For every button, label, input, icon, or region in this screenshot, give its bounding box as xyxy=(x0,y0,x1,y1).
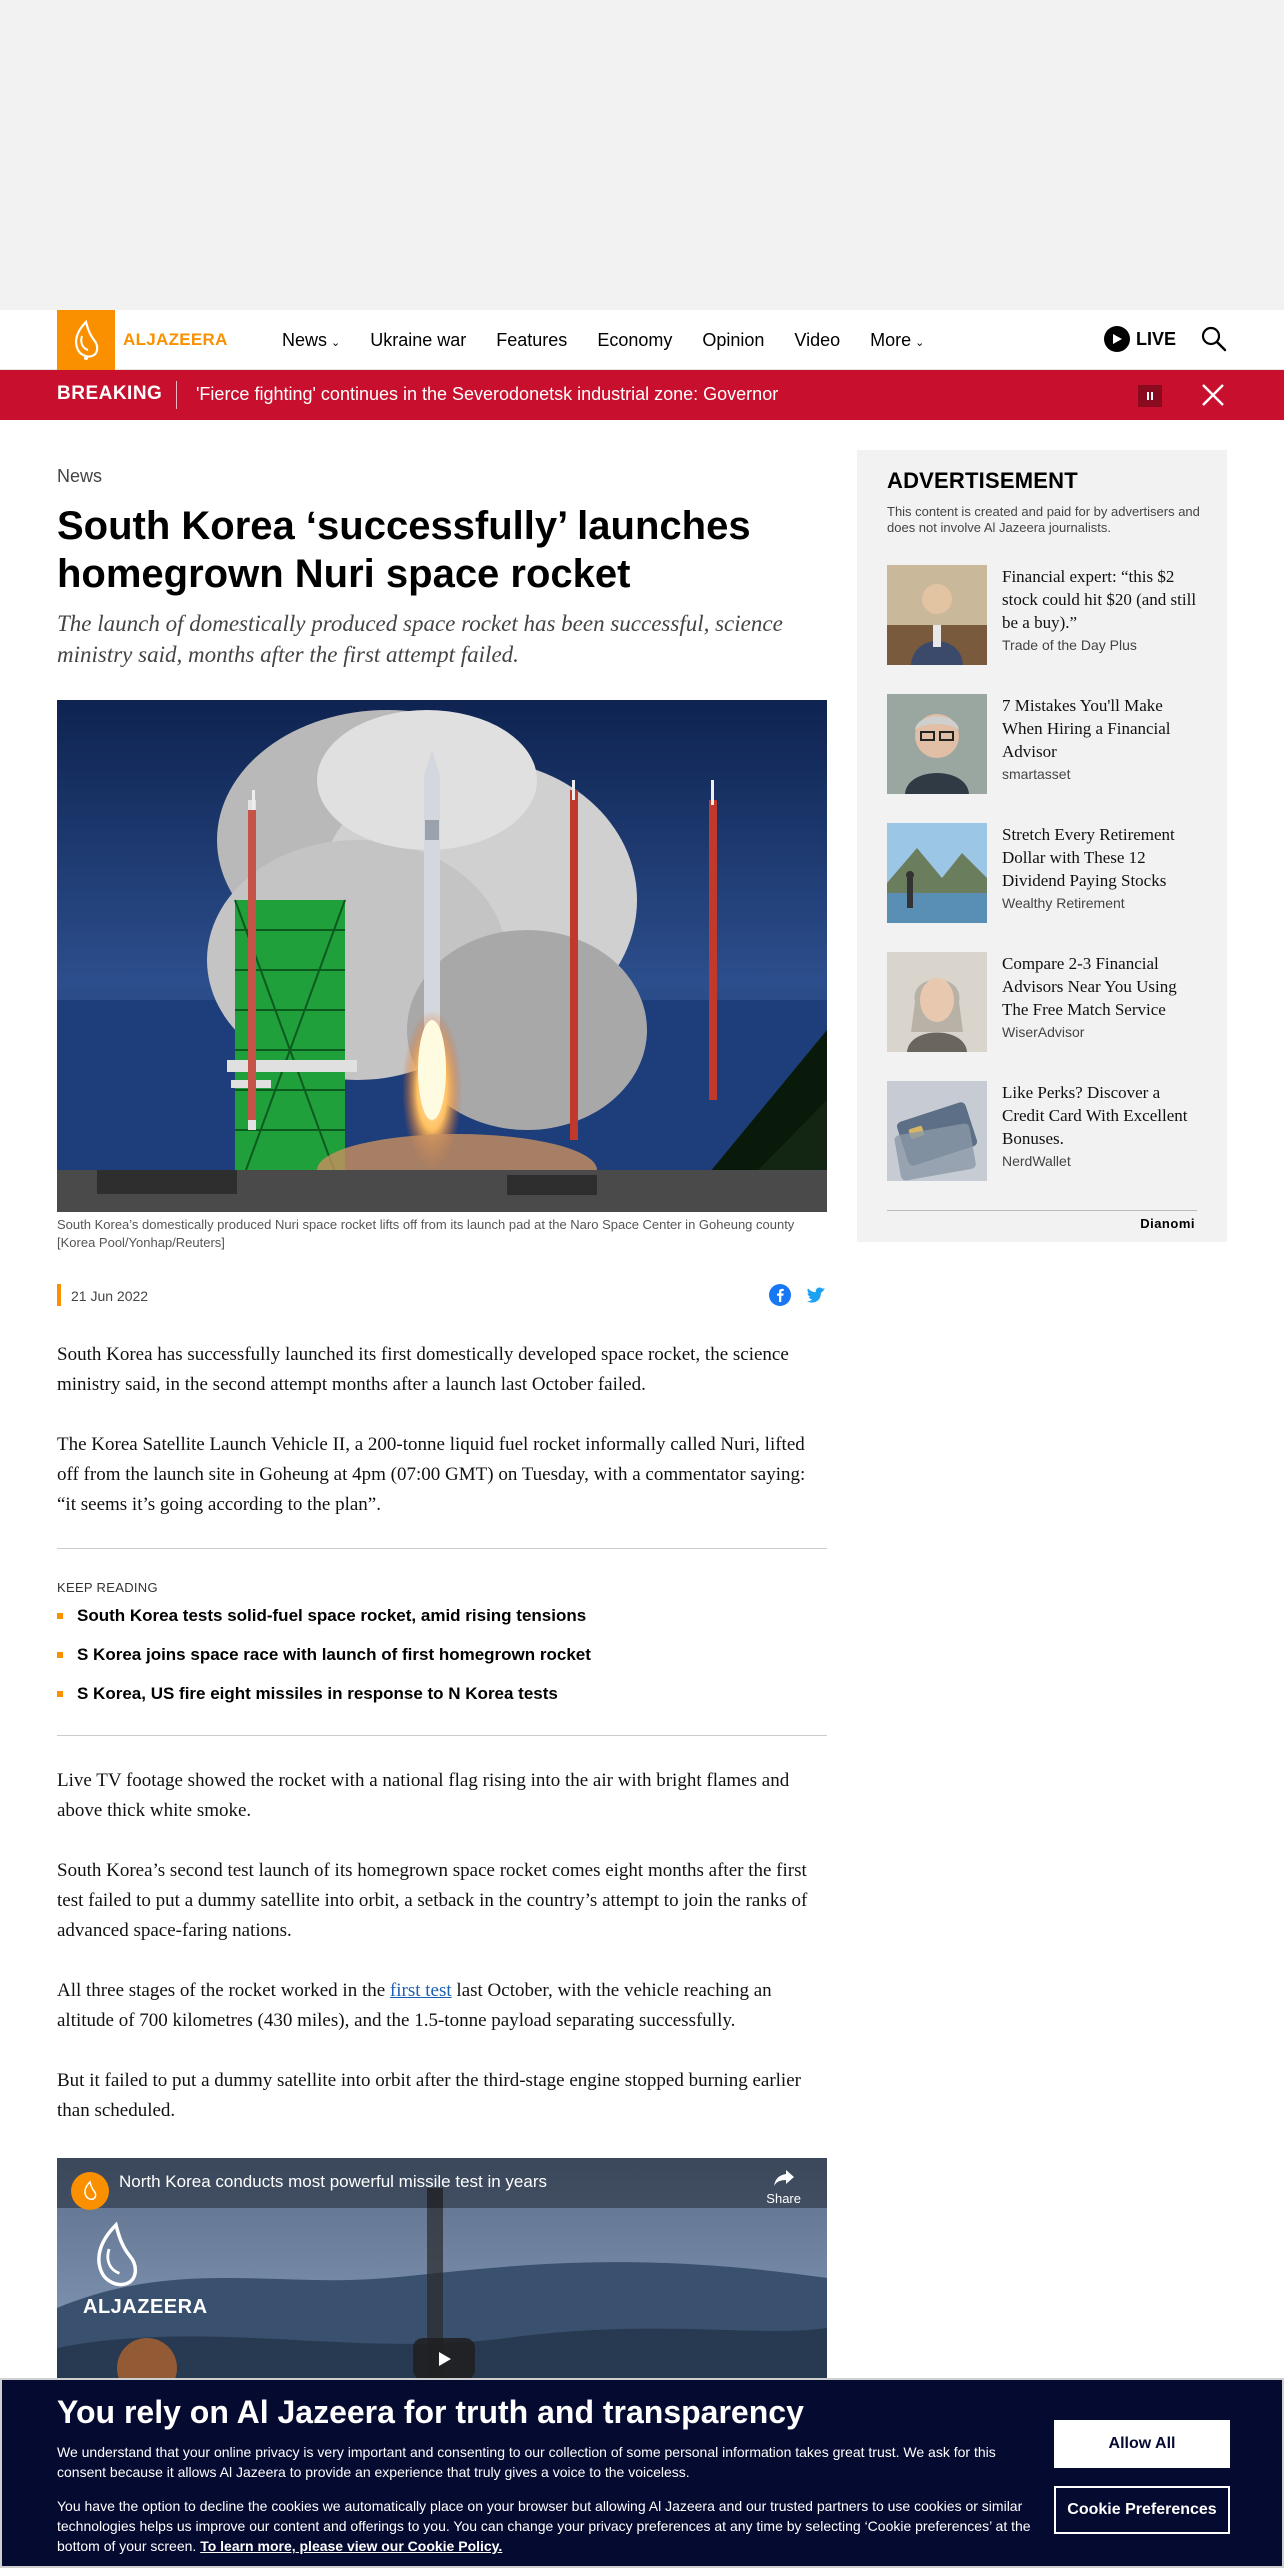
sponsored-item[interactable] xyxy=(887,952,1207,1052)
sponsored-source: WiserAdvisor xyxy=(1002,1024,1085,1040)
play-icon xyxy=(434,2349,454,2369)
paragraph-text: last October, with the vehicle reaching an altitude of 700 kilometres (430 miles), and the 1.5-tonne payload separating successfully. xyxy=(57,1980,772,2031)
breaking-news-bar xyxy=(0,370,1284,420)
hero-image xyxy=(57,700,827,1212)
sponsored-thumbnail xyxy=(887,1081,987,1181)
video-logo-icon xyxy=(81,2218,151,2299)
advertisement-title: ADVERTISEMENT xyxy=(887,468,1078,493)
nav-video-label: Video xyxy=(794,329,841,350)
article-paragraph: Live TV footage showed the rocket with a national flag rising into the air with bright flames and above thick white smoke. xyxy=(57,1770,790,1821)
consent-text-body: You have the option to decline the cookies we automatically place on your browser but allowing Al Jazeera and our trusted partners to use cookies or similar technologies helps us improve our content and offerings to you. You can change your privacy preferences at any time by selecting ‘Cookie preferences’ at the bottom of your screen. xyxy=(57,2498,1031,2554)
keep-reading-divider xyxy=(57,1548,827,1549)
breaking-label: BREAKING xyxy=(57,383,163,404)
video-share-label: Share xyxy=(766,2191,801,2206)
article-meta xyxy=(57,1284,827,1308)
nav-more-label: More xyxy=(870,329,912,350)
dianomi-logo[interactable]: Dianomi xyxy=(1140,1216,1195,1231)
keep-reading-label: KEEP READING xyxy=(57,1580,158,1595)
article-paragraph: South Korea has successfully launched its first domestically developed space rocket, the science ministry said, in the second attempt months after a launch last October failed. xyxy=(57,1344,789,1395)
nav-ukraine-war[interactable] xyxy=(370,330,466,351)
keep-reading-link[interactable]: South Korea tests solid-fuel space rocket, amid rising tensions xyxy=(57,1604,827,1643)
sponsored-thumbnail xyxy=(887,952,987,1052)
top-ad-placeholder xyxy=(0,0,1284,310)
play-button[interactable] xyxy=(413,2338,475,2380)
video-share-button[interactable] xyxy=(766,2168,801,2206)
consent-title: You rely on Al Jazeera for truth and transparency xyxy=(57,2394,804,2430)
video-logo-text: ALJAZEERA xyxy=(83,2296,208,2318)
sponsored-source: NerdWallet xyxy=(1002,1153,1071,1169)
image-caption: South Korea’s domestically produced Nuri space rocket lifts off from its launch pad at the Naro Space Center in Goheung county [Korea Pool/Yonhap/Reuters] xyxy=(57,1217,795,1250)
publish-date: 21 Jun 2022 xyxy=(71,1288,149,1304)
sponsored-headline: Stretch Every Retirement Dollar with These 12 Dividend Paying Stocks xyxy=(1002,825,1175,890)
sponsored-thumbnail xyxy=(887,823,987,923)
sponsored-item[interactable] xyxy=(887,694,1207,794)
live-button[interactable] xyxy=(1104,326,1176,352)
sponsored-item[interactable] xyxy=(887,823,1207,923)
logo-emblem-icon xyxy=(57,310,115,370)
keep-reading-link[interactable]: S Korea, US fire eight missiles in response to N Korea tests xyxy=(57,1682,827,1721)
breaking-divider xyxy=(176,381,177,409)
search-icon[interactable] xyxy=(1200,325,1228,358)
nav-news-label: News xyxy=(282,329,328,350)
video-player[interactable] xyxy=(57,2158,827,2388)
nav-opinion-label: Opinion xyxy=(702,329,765,350)
play-icon xyxy=(1104,326,1130,352)
sponsored-thumbnail xyxy=(887,694,987,794)
sponsored-item[interactable] xyxy=(887,1081,1207,1181)
sponsored-item[interactable] xyxy=(887,565,1207,665)
sponsored-source: Wealthy Retirement xyxy=(1002,895,1125,911)
sponsored-headline: 7 Mistakes You'll Make When Hiring a Financial Advisor xyxy=(1002,696,1171,761)
chevron-down-icon: ⌄ xyxy=(915,336,925,349)
cookie-policy-link[interactable]: To learn more, please view our Cookie Policy. xyxy=(200,2538,503,2554)
breaking-headline-link[interactable]: 'Fierce fighting' continues in the Severodonetsk industrial zone: Governor xyxy=(196,384,779,404)
facebook-icon[interactable] xyxy=(769,1284,791,1311)
nav-more[interactable] xyxy=(870,330,924,351)
date-accent-bar xyxy=(57,1284,61,1306)
consent-text xyxy=(57,2496,1032,2556)
share-buttons xyxy=(769,1284,827,1311)
live-label: LIVE xyxy=(1136,328,1177,349)
sponsored-source: Trade of the Day Plus xyxy=(1002,637,1137,653)
article-paragraph: But it failed to put a dummy satellite into orbit after the third-stage engine stopped burning earlier than scheduled. xyxy=(57,2070,801,2121)
section-link[interactable]: News xyxy=(57,466,103,486)
sponsored-headline: Compare 2-3 Financial Advisors Near You Using The Free Match Service xyxy=(1002,954,1177,1019)
keep-reading-divider xyxy=(57,1735,827,1736)
site-logo[interactable] xyxy=(57,310,228,370)
keep-reading-link[interactable]: S Korea joins space race with launch of first homegrown rocket xyxy=(57,1643,827,1682)
twitter-icon[interactable] xyxy=(805,1284,827,1311)
nav-video[interactable] xyxy=(794,330,840,351)
paragraph-text: All three stages of the rocket worked in the xyxy=(57,1980,390,2001)
article-headline: South Korea ‘successfully’ launches homegrown Nuri space rocket xyxy=(57,504,751,596)
video-title[interactable]: North Korea conducts most powerful missile test in years xyxy=(119,2172,548,2191)
cookie-consent-banner xyxy=(0,2378,1284,2568)
nav-economy-label: Economy xyxy=(597,329,673,350)
allow-all-button[interactable]: Allow All xyxy=(1054,2420,1230,2468)
share-icon xyxy=(772,2168,796,2188)
site-header xyxy=(0,310,1284,370)
article-paragraph xyxy=(57,1976,827,2036)
article-paragraph: The Korea Satellite Launch Vehicle II, a 200-tonne liquid fuel rocket informally called Nuri, lifted off from the launch site in Goheung at 4pm (07:00 GMT) on Tuesday, with a commentator saying: “it seems it’s going according to the plan”. xyxy=(57,1434,806,1515)
chevron-down-icon: ⌄ xyxy=(331,336,341,349)
first-test-link[interactable]: first test xyxy=(389,1980,452,2001)
article-subhead: The launch of domestically produced space rocket has been successful, science ministry said, months after the first attempt failed. xyxy=(57,611,783,667)
nav-economy[interactable] xyxy=(597,330,672,351)
sidebar-divider xyxy=(887,1210,1197,1211)
sponsored-sidebar xyxy=(857,450,1227,1242)
sponsored-headline: Financial expert: “this $2 stock could hit $20 (and still be a buy).” xyxy=(1002,567,1197,632)
sponsored-thumbnail xyxy=(887,565,987,665)
close-icon[interactable] xyxy=(1200,382,1226,413)
keep-reading-list xyxy=(57,1604,827,1721)
pause-icon[interactable] xyxy=(1138,385,1162,407)
video-channel-avatar xyxy=(71,2172,109,2210)
nav-opinion[interactable] xyxy=(702,330,764,351)
nav-news[interactable] xyxy=(282,330,340,351)
sponsored-source: smartasset xyxy=(1002,766,1071,782)
nav-features[interactable] xyxy=(496,330,567,351)
nav-ukraine-war-label: Ukraine war xyxy=(370,329,467,350)
main-nav xyxy=(282,310,924,370)
sponsored-headline: Like Perks? Discover a Credit Card With Excellent Bonuses. xyxy=(1002,1083,1188,1148)
advertisement-note: This content is created and paid for by advertisers and does not involve Al Jazeera journalists. xyxy=(887,504,1200,535)
logo-text: ALJAZEERA xyxy=(123,330,228,349)
cookie-preferences-button[interactable]: Cookie Preferences xyxy=(1054,2486,1230,2534)
nav-features-label: Features xyxy=(496,329,568,350)
article-paragraph: South Korea’s second test launch of its homegrown space rocket comes eight months after the first test failed to put a dummy satellite into orbit, a setback in the country’s attempt to join the ranks of advanced space-faring nations. xyxy=(57,1860,808,1941)
consent-text: We understand that your online privacy is very important and consenting to our collection of some personal information takes great trust. We ask for this consent because it allows Al Jazeera to provide an experience that truly gives a voice to the voiceless. xyxy=(57,2444,996,2480)
